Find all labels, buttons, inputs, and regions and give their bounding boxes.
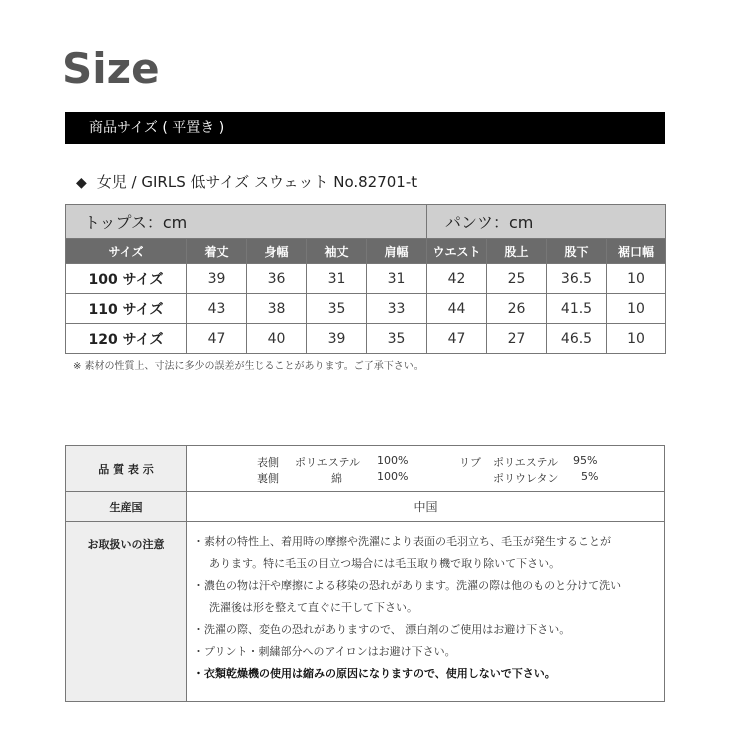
care-item [193,619,664,641]
rib-percent-2: 5% [581,470,599,483]
row-size-label: 120 サイズ [66,324,187,354]
front-material: ポリエステル [295,456,361,469]
care-label: お取扱いの注意 [66,522,187,702]
table-cell: 39 [307,324,367,354]
table-row [66,294,666,324]
page-title: Size [62,44,160,93]
pants-category-label: パンツ：cm [427,205,666,239]
table-cell: 44 [427,294,487,324]
back-percent: 100% [377,470,409,483]
rib-material-1: ポリエステル [493,456,559,469]
table-cell: 43 [187,294,247,324]
column-header: 股下 [547,239,607,264]
rib-label: リブ [459,456,481,469]
measurement-note: ※ 素材の性質上、寸法に多少の誤差が生じることがあります。ご了承下さい。 [73,361,424,372]
care-text: ・素材の特性上、着用時の摩擦や洗濯により表面の毛羽立ち、毛玉が発生することが [193,535,611,548]
origin-row [66,492,665,522]
product-name: 女児 / GIRLS 低サイズ スウェット No.82701-t [96,173,418,191]
care-text: ・プリント・刺繍部分へのアイロンはお避け下さい。 [193,645,456,658]
table-cell: 35 [367,324,427,354]
column-header: 着丈 [187,239,247,264]
table-cell: 41.5 [547,294,607,324]
care-item [193,663,664,685]
care-item [193,641,664,663]
column-header: サイズ [66,239,187,264]
size-table [65,204,666,354]
table-cell: 26 [487,294,547,324]
table-cell: 42 [427,264,487,294]
care-text: あります。特に毛玉の目立つ場合には毛玉取り機で取り除いて下さい。 [209,557,561,570]
table-cell: 10 [607,324,666,354]
care-text: ・濃色の物は汗や摩擦による移染の恐れがあります。洗濯の際は他のものと分けて洗い [193,579,622,592]
care-text: ・洗濯の際、変色の恐れがありますので、 漂白剤のご使用はお避け下さい。 [193,623,571,636]
table-cell: 33 [367,294,427,324]
column-header: 肩幅 [367,239,427,264]
row-size-label: 100 サイズ [66,264,187,294]
table-row [66,264,666,294]
back-material: 綿 [331,472,342,485]
care-content [187,522,665,702]
diamond-icon: ◆ [76,175,87,191]
front-label: 表側 [257,456,279,469]
table-cell: 46.5 [547,324,607,354]
column-header: 袖丈 [307,239,367,264]
care-item [193,575,664,619]
table-cell: 47 [427,324,487,354]
row-size-label: 110 サイズ [66,294,187,324]
column-header: ウエスト [427,239,487,264]
section-header: 商品サイズ ( 平置き ) [65,112,665,144]
table-row [66,324,666,354]
rib-material-2: ポリウレタン [493,472,559,485]
column-header: 身幅 [247,239,307,264]
table-cell: 36 [247,264,307,294]
rib-percent-1: 95% [573,454,598,467]
table-cell: 35 [307,294,367,324]
care-row [66,522,665,702]
table-cell: 38 [247,294,307,324]
column-header: 股上 [487,239,547,264]
table-cell: 31 [367,264,427,294]
quality-label: 品 質 表 示 [66,446,187,492]
table-cell: 40 [247,324,307,354]
column-header: 裾口幅 [607,239,666,264]
table-cell: 31 [307,264,367,294]
care-text: 洗濯後は形を整えて直ぐに干して下さい。 [209,601,418,614]
quality-content [187,446,665,492]
table-cell: 47 [187,324,247,354]
tops-category-label: トップス：cm [66,205,427,239]
quality-row [66,446,665,492]
product-info-table [65,445,665,702]
origin-label: 生産国 [66,492,187,522]
table-cell: 27 [487,324,547,354]
care-text: ・衣類乾燥機の使用は縮みの原因になりますので、使用しないで下さい。 [193,667,556,680]
back-label: 裏側 [257,472,279,485]
table-cell: 10 [607,294,666,324]
care-item [193,531,664,575]
front-percent: 100% [377,454,409,467]
table-cell: 39 [187,264,247,294]
product-title [76,171,417,192]
origin-value: 中国 [187,492,665,522]
table-cell: 10 [607,264,666,294]
table-cell: 36.5 [547,264,607,294]
table-cell: 25 [487,264,547,294]
